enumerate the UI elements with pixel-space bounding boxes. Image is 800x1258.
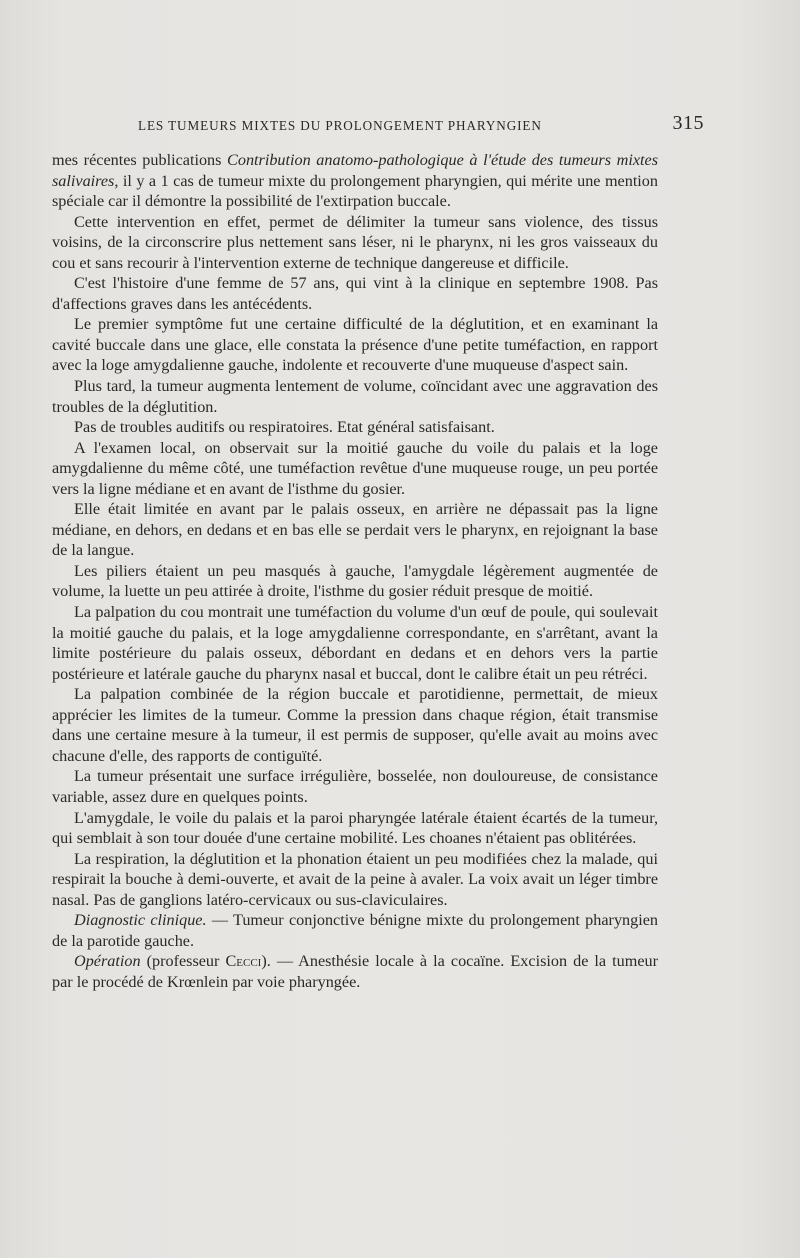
paragraph: Pas de troubles auditifs ou respiratoires. Etat général satisfaisant. [74,418,495,437]
paragraph: La palpation combinée de la région buccale et parotidienne, permettait, de mieux apprécier les limites de la tumeur. Comme la pression dans chaque région, était transmise dans une certaine mesure à la tumeur, il est permis de supposer, qu'elle avait au moins avec chacune d'elle, des rapports de contiguïté. [52,685,658,765]
paragraph: La respiration, la déglutition et la phonation étaient un peu modifiées chez la malade, qui respirait la bouche à demi-ouverte, et avait de la peine à avaler. La voix avait un léger timbre nasal. Pas de ganglions latéro-cervicaux ou sus-claviculaires. [52,849,658,909]
surgeon-name: Cecci [225,952,262,971]
paragraph-diagnosis [52,910,658,951]
paragraph: La tumeur présentait une surface irrégulière, bosselée, non douloureuse, de consistance variable, assez dure en quelques points. [52,767,658,806]
publication-title: Contribution anatomo-pathologique à l'étude des tumeurs mixtes salivaires [52,151,658,190]
paragraph-continuation [52,150,658,212]
paragraph-operation [52,951,658,992]
paragraph: C'est l'histoire d'une femme de 57 ans, qui vint à la clinique en septembre 1908. Pas d'affections graves dans les antécédents. [52,274,658,313]
paragraph: La palpation du cou montrait une tuméfaction du volume d'un œuf de poule, qui soulevait la moitié gauche du palais, et la loge amygdalienne correspondante, en s'arrêtant, avant la limite postérieure du palais osseux, débordant en dedans et en dehors vers la partie postérieure et latérale gauche du pharynx nasal et buccal, dont le calibre était un peu rétréci. [52,603,658,683]
paragraph: Plus tard, la tumeur augmenta lentement de volume, coïncidant avec une aggravation des troubles de la déglutition. [52,377,658,416]
section-label-diagnosis: Diagnostic clinique. [74,911,207,930]
page-number: 315 [672,112,704,134]
paragraph: Elle était limitée en avant par le palais osseux, en arrière ne dépassait pas la ligne médiane, en dehors, en dedans et en bas elle se perdait vers le pharynx, en rejoignant la base de la langue. [52,500,658,560]
paragraph: Le premier symptôme fut une certaine difficulté de la déglutition, et en examinant la cavité buccale dans une glace, elle constata la présence d'une petite tuméfaction, en rapport avec la loge amygdalienne gauche, indolente et recouverte d'une muqueuse d'aspect sain. [52,315,658,375]
paragraph: Les piliers étaient un peu masqués à gauche, l'amygdale légèrement augmentée de volume, la luette un peu attirée à droite, l'isthme du gosier réduit presque de moitié. [52,561,658,601]
paragraph: L'amygdale, le voile du palais et la paroi pharyngée latérale étaient écartés de la tumeur, qui semblait à son tour douée d'une certaine mobilité. Les choanes n'étaient pas oblitérées. [52,808,658,848]
paragraph-text: (professeur [140,952,226,971]
paragraph-text: ). — Anesthésie locale à la cocaïne. Excision de la tumeur par le procédé de Krœnlein par voie pharyngée. [52,952,659,991]
body-text [52,150,658,992]
paragraph-text: — Tumeur conjonctive bénigne mixte du prolongement pharyngien de la parotide gauche. [52,911,658,950]
running-head: LES TUMEURS MIXTES DU PROLONGEMENT PHARYNGIEN [138,118,542,133]
paragraph: Cette intervention en effet, permet de délimiter la tumeur sans violence, des tissus voisins, de la circonscrire plus nettement sans léser, ni le pharynx, ni les gros vaisseaux du cou et sans recourir à l'intervention externe de technique dangereuse et difficile. [52,212,658,272]
section-label-operation: Opération [74,952,141,971]
paragraph-text: , il y a 1 cas de tumeur mixte du prolongement pharyngien, qui mérite une mention spéciale car il démontre la possibilité de l'extirpation buccale. [52,171,658,211]
paragraph: A l'examen local, on observait sur la moitié gauche du voile du palais et la loge amygdalienne du même côté, une tuméfaction revêtue d'une muqueuse rouge, un peu portée vers la ligne médiane et en avant de l'isthme du gosier. [52,438,658,498]
paragraph-lead-text: mes récentes publications [52,151,228,169]
page-header [52,112,752,138]
